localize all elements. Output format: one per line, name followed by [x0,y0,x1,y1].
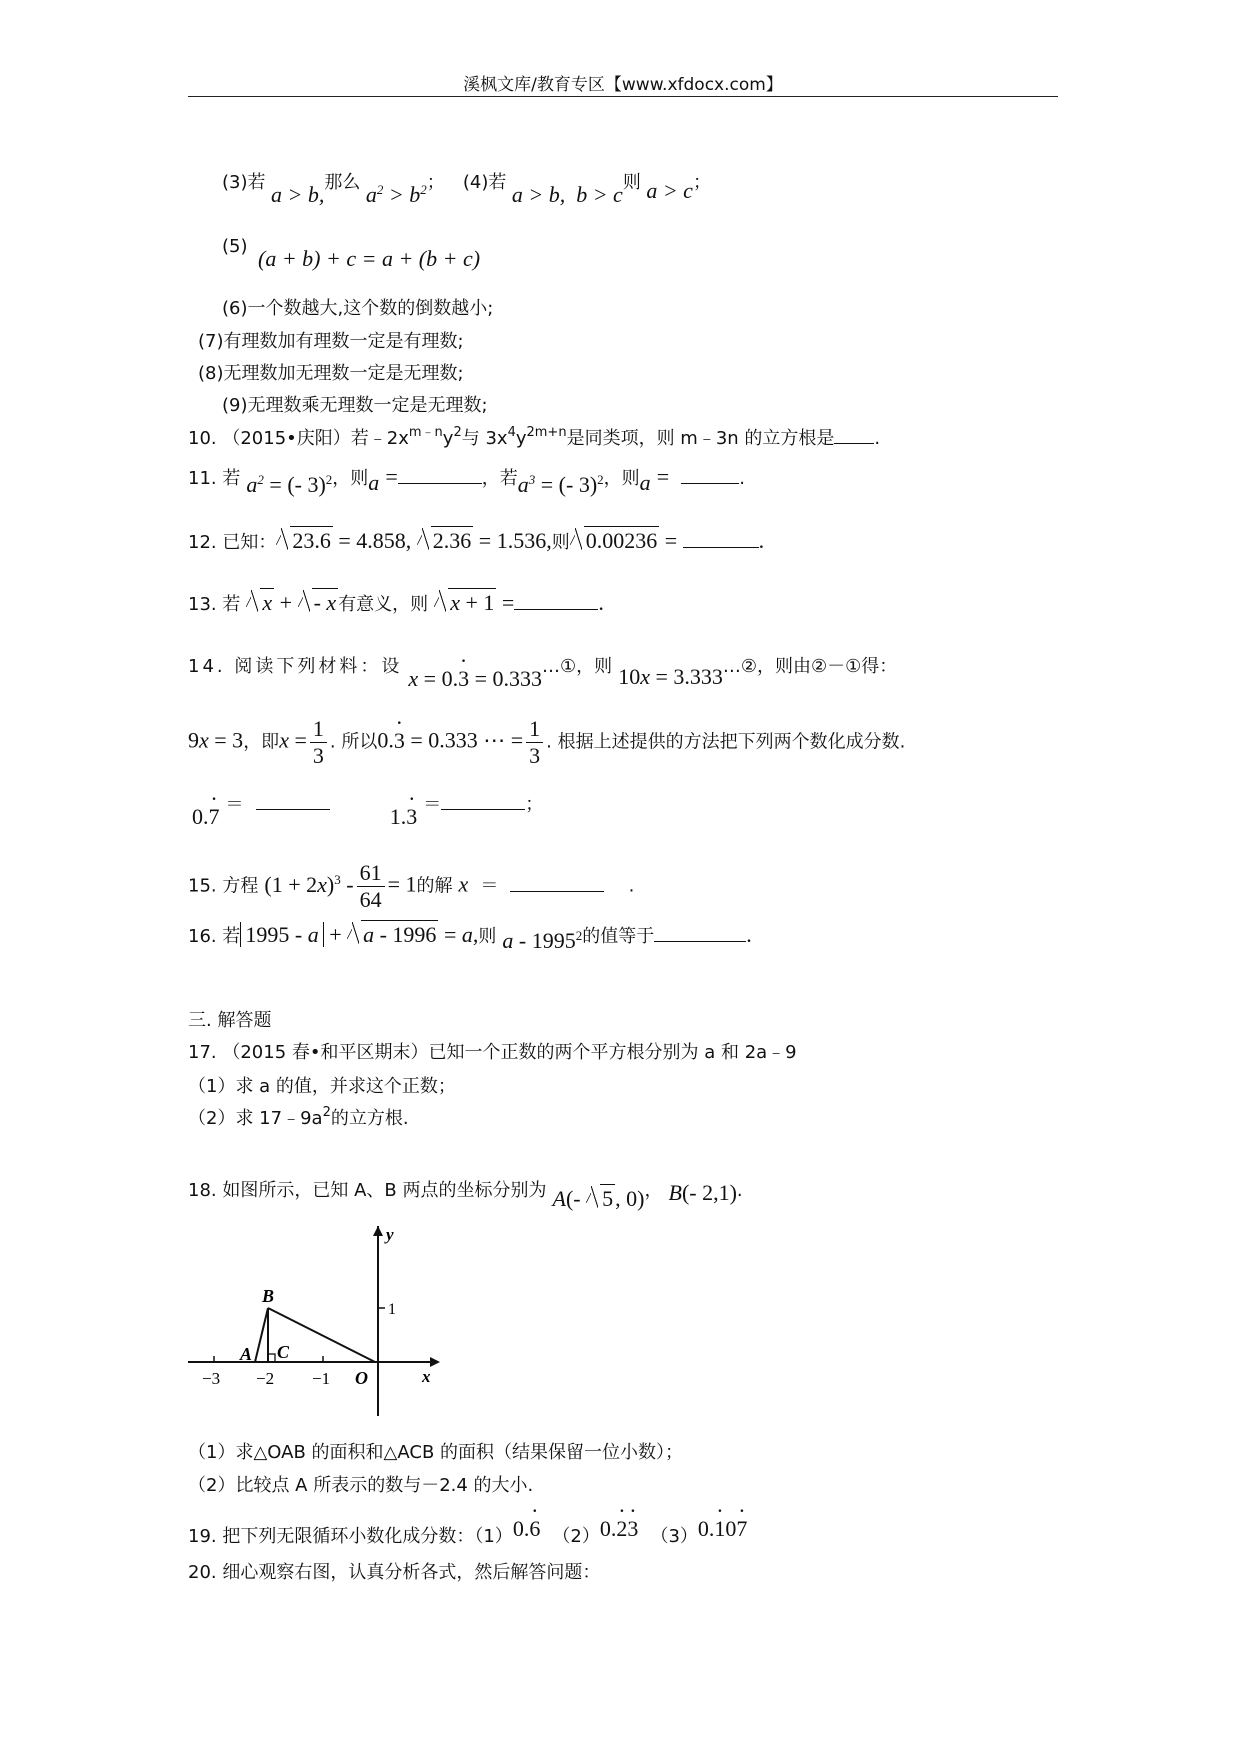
question-16: 16. 若 1995 - a + a - 1996 = a,则 a - 1995$^2$的值等于 . [188,922,752,953]
question-19: 19. 把下列无限循环小数化成分数：（1）0.6 · （2）0.2 ·3 · （3）0.1 ·07 · [188,1524,747,1546]
question-12: 12. 已知： 23.6 = 4.858, 2.36 = 1.536,则 0.00236 = . [188,528,765,553]
question-20: 20. 细心观察右图，认真分析各式，然后解答问题： [188,1562,601,1583]
question-17-part-1: （1）求 a 的值，并求这个正数； [188,1076,456,1097]
question-17-part-2: （2）求 $17﹣9a^2$的立方根. [188,1105,409,1129]
stmt-8: (8)无理数加无理数一定是无理数; [198,363,464,384]
stmt-5-formula: (a + b) + c = a + (b + c) [258,246,481,271]
segment-AB [255,1308,268,1362]
y-axis-arrow [373,1226,383,1236]
question-18-part-2: （2）比较点 A 所表示的数与－2.4 的大小. [188,1475,534,1496]
stmt-7: (7)有理数加有理数一定是有理数; [198,331,464,352]
coordinate-figure [188,1226,458,1416]
question-18: 18. 如图所示，已知 A、B 两点的坐标分别为 A(- 5, 0)， B(- 2,1). [188,1180,743,1211]
question-17: 17. （2015 春•和平区期末）已知一个正数的两个平方根分别为 a 和 2a﹣9 [188,1042,797,1063]
label-B: B [262,1286,275,1306]
stmt-3-4: (3)若 a > b,那么 $a^2 > b^2$； (4)若 a > b, b > c则 a > c； [222,172,711,207]
label-neg1: −1 [312,1369,331,1388]
label-neg2: −2 [256,1369,275,1388]
question-14: 14. 阅读下列材料：设 x = 0.3 · = 0.333…①，则 10x = 3.333…②，则由②－①得： [188,654,897,676]
label-A: A [240,1344,253,1364]
label-origin: O [355,1368,368,1388]
stmt-6: (6)一个数越大,这个数的倒数越小; [222,298,494,319]
label-neg3: −3 [202,1369,221,1388]
label-x: x [422,1367,431,1386]
right-angle-mark [268,1354,275,1362]
question-18-part-1: （1）求△OAB 的面积和△ACB 的面积（结果保留一位小数）； [188,1442,684,1463]
x-axis-arrow [430,1357,440,1367]
stmt-9: (9)无理数乘无理数一定是无理数; [222,395,488,416]
header-rule [188,96,1058,97]
question-14-line3: 0.7 · ＝ 1.3 · ＝ ； [192,792,543,814]
label-C: C [277,1342,290,1362]
question-13: 13. 若 x + - x 有意义，则 x + 1 = . [188,590,604,615]
question-10: 10. （2015•庆阳）若$﹣2x^{m﹣n}y^2$与 $3x^4y^{2m+n}$是同类项，则 m﹣3n 的立方根是 . [188,425,881,449]
question-11: 11. 若 $a^2$ = (- 3)$^2$，则a = ，若$a^3$ = (- 3)$^2$，则a = . [188,464,745,497]
label-y: y [386,1226,394,1244]
question-14-line2: 9x = 3，即x = $\frac{1}{3}$ . 所以0.3 · = 0.333 ⋯ = $\frac{1}{3}$ . 根据上述提供的方法把下列两个数化成分数. [188,718,905,767]
label-1: 1 [388,1301,396,1318]
stmt-5: (5) [222,236,248,257]
page-header: 溪枫文库/教育专区【www.xfdocx.com】 [463,75,783,95]
question-15: 15. 方程 $(1 + 2x)^3$ - $\frac{61}{64}$ = 1的解 x ＝ . [188,860,635,912]
section-3-title: 三. 解答题 [188,1010,272,1031]
